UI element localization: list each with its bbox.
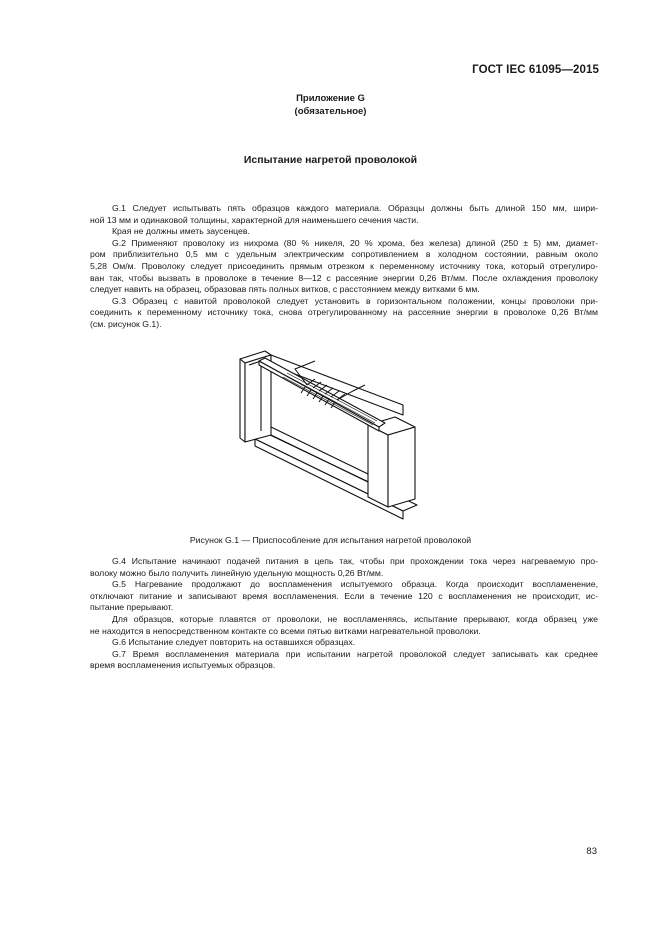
text-line: не находится в непосредственном контакте со всеми пятью витками нагревательной проволоки.	[90, 625, 481, 636]
appendix-title: Приложение G	[296, 93, 365, 104]
text-line: G.5 Нагревание продолжают до воспламенения испытуемого образца. Когда происходит воспламенение,	[112, 579, 598, 590]
text-line: следует навить на образец, образовав пять полных витков, с расстоянием между витками 6 мм.	[90, 284, 480, 295]
text-line: G.1 Следует испытывать пять образцов каждого материала. Образцы должны быть длиной 150 мм, шири-	[112, 203, 598, 213]
text-line: волоку можно было получить линейную удельную мощность 0,26 Вт/мм.	[90, 567, 384, 578]
text-line: G.6 Испытание следует повторить на оставшихся образцах.	[112, 637, 356, 648]
appendix-heading	[0, 92, 661, 118]
figure-test-fixture	[225, 347, 440, 527]
appendix-status: (обязательное)	[294, 106, 367, 117]
text-line: (см. рисунок G.1).	[90, 318, 162, 329]
page-number: 83	[586, 846, 597, 857]
text-line: пытание прерывают.	[90, 602, 174, 613]
figure-caption: Рисунок G.1 — Приспособление для испытания нагретой проволокой	[189, 535, 472, 545]
text-line: G.3 Образец с навитой проволокой следует установить в горизонтальном положении, концы проволоки при-	[112, 295, 598, 306]
text-line: отключают питание и записывают время воспламенения. Если в течение 120 с воспламенения не происходит, ис-	[90, 590, 598, 601]
text-line: Края не должны иметь заусенцев.	[112, 226, 250, 237]
section-title: Испытание нагретой проволокой	[243, 154, 418, 166]
document-code: ГОСТ IEC 61095—2015	[472, 64, 599, 76]
text-line: G.4 Испытание начинают подачей питания в цепь так, чтобы при прохождении тока через нагреваемую про-	[112, 556, 598, 566]
text-line: ной 13 мм и одинаковой толщины, характерной для наименьшего сечения части.	[90, 214, 419, 225]
text-line: 5,28 Ом/м. Проволоку следует присоединить прямым отрезком к переменному источнику тока, который отрегулиро-	[90, 260, 598, 271]
text-line: G.2 Применяют проволоку из нихрома (80 % никеля, 20 % хрома, без железа) длиной (250 ± 5) мм, диамет-	[112, 237, 598, 248]
body-text-bottom	[90, 556, 598, 672]
text-line: ром приблизительно 0,5 мм с удельным электрическим сопротивлением в холодном состоянии, равным около	[90, 249, 598, 260]
body-text-top	[90, 203, 598, 331]
text-line: Для образцов, которые плавятся от проволоки, не воспламеняясь, испытание прерывают, когда образец уже	[112, 613, 598, 624]
text-line: G.7 Время воспламенения материала при испытании нагретой проволокой следует записывать как среднее	[112, 648, 598, 659]
text-line: ван так, чтобы вызвать в проволоке в течение 8—12 с рассеяние энергии 0,26 Вт/мм. После охлаждения проволоку	[90, 272, 598, 283]
text-line: соединить к переменному источнику тока, снова отрегулированному на рассеяние энергии в проволоке 0,26 Вт/мм	[90, 307, 598, 318]
test-fixture-drawing	[225, 347, 440, 527]
text-line: время воспламенения испытуемых образцов.	[90, 660, 276, 671]
